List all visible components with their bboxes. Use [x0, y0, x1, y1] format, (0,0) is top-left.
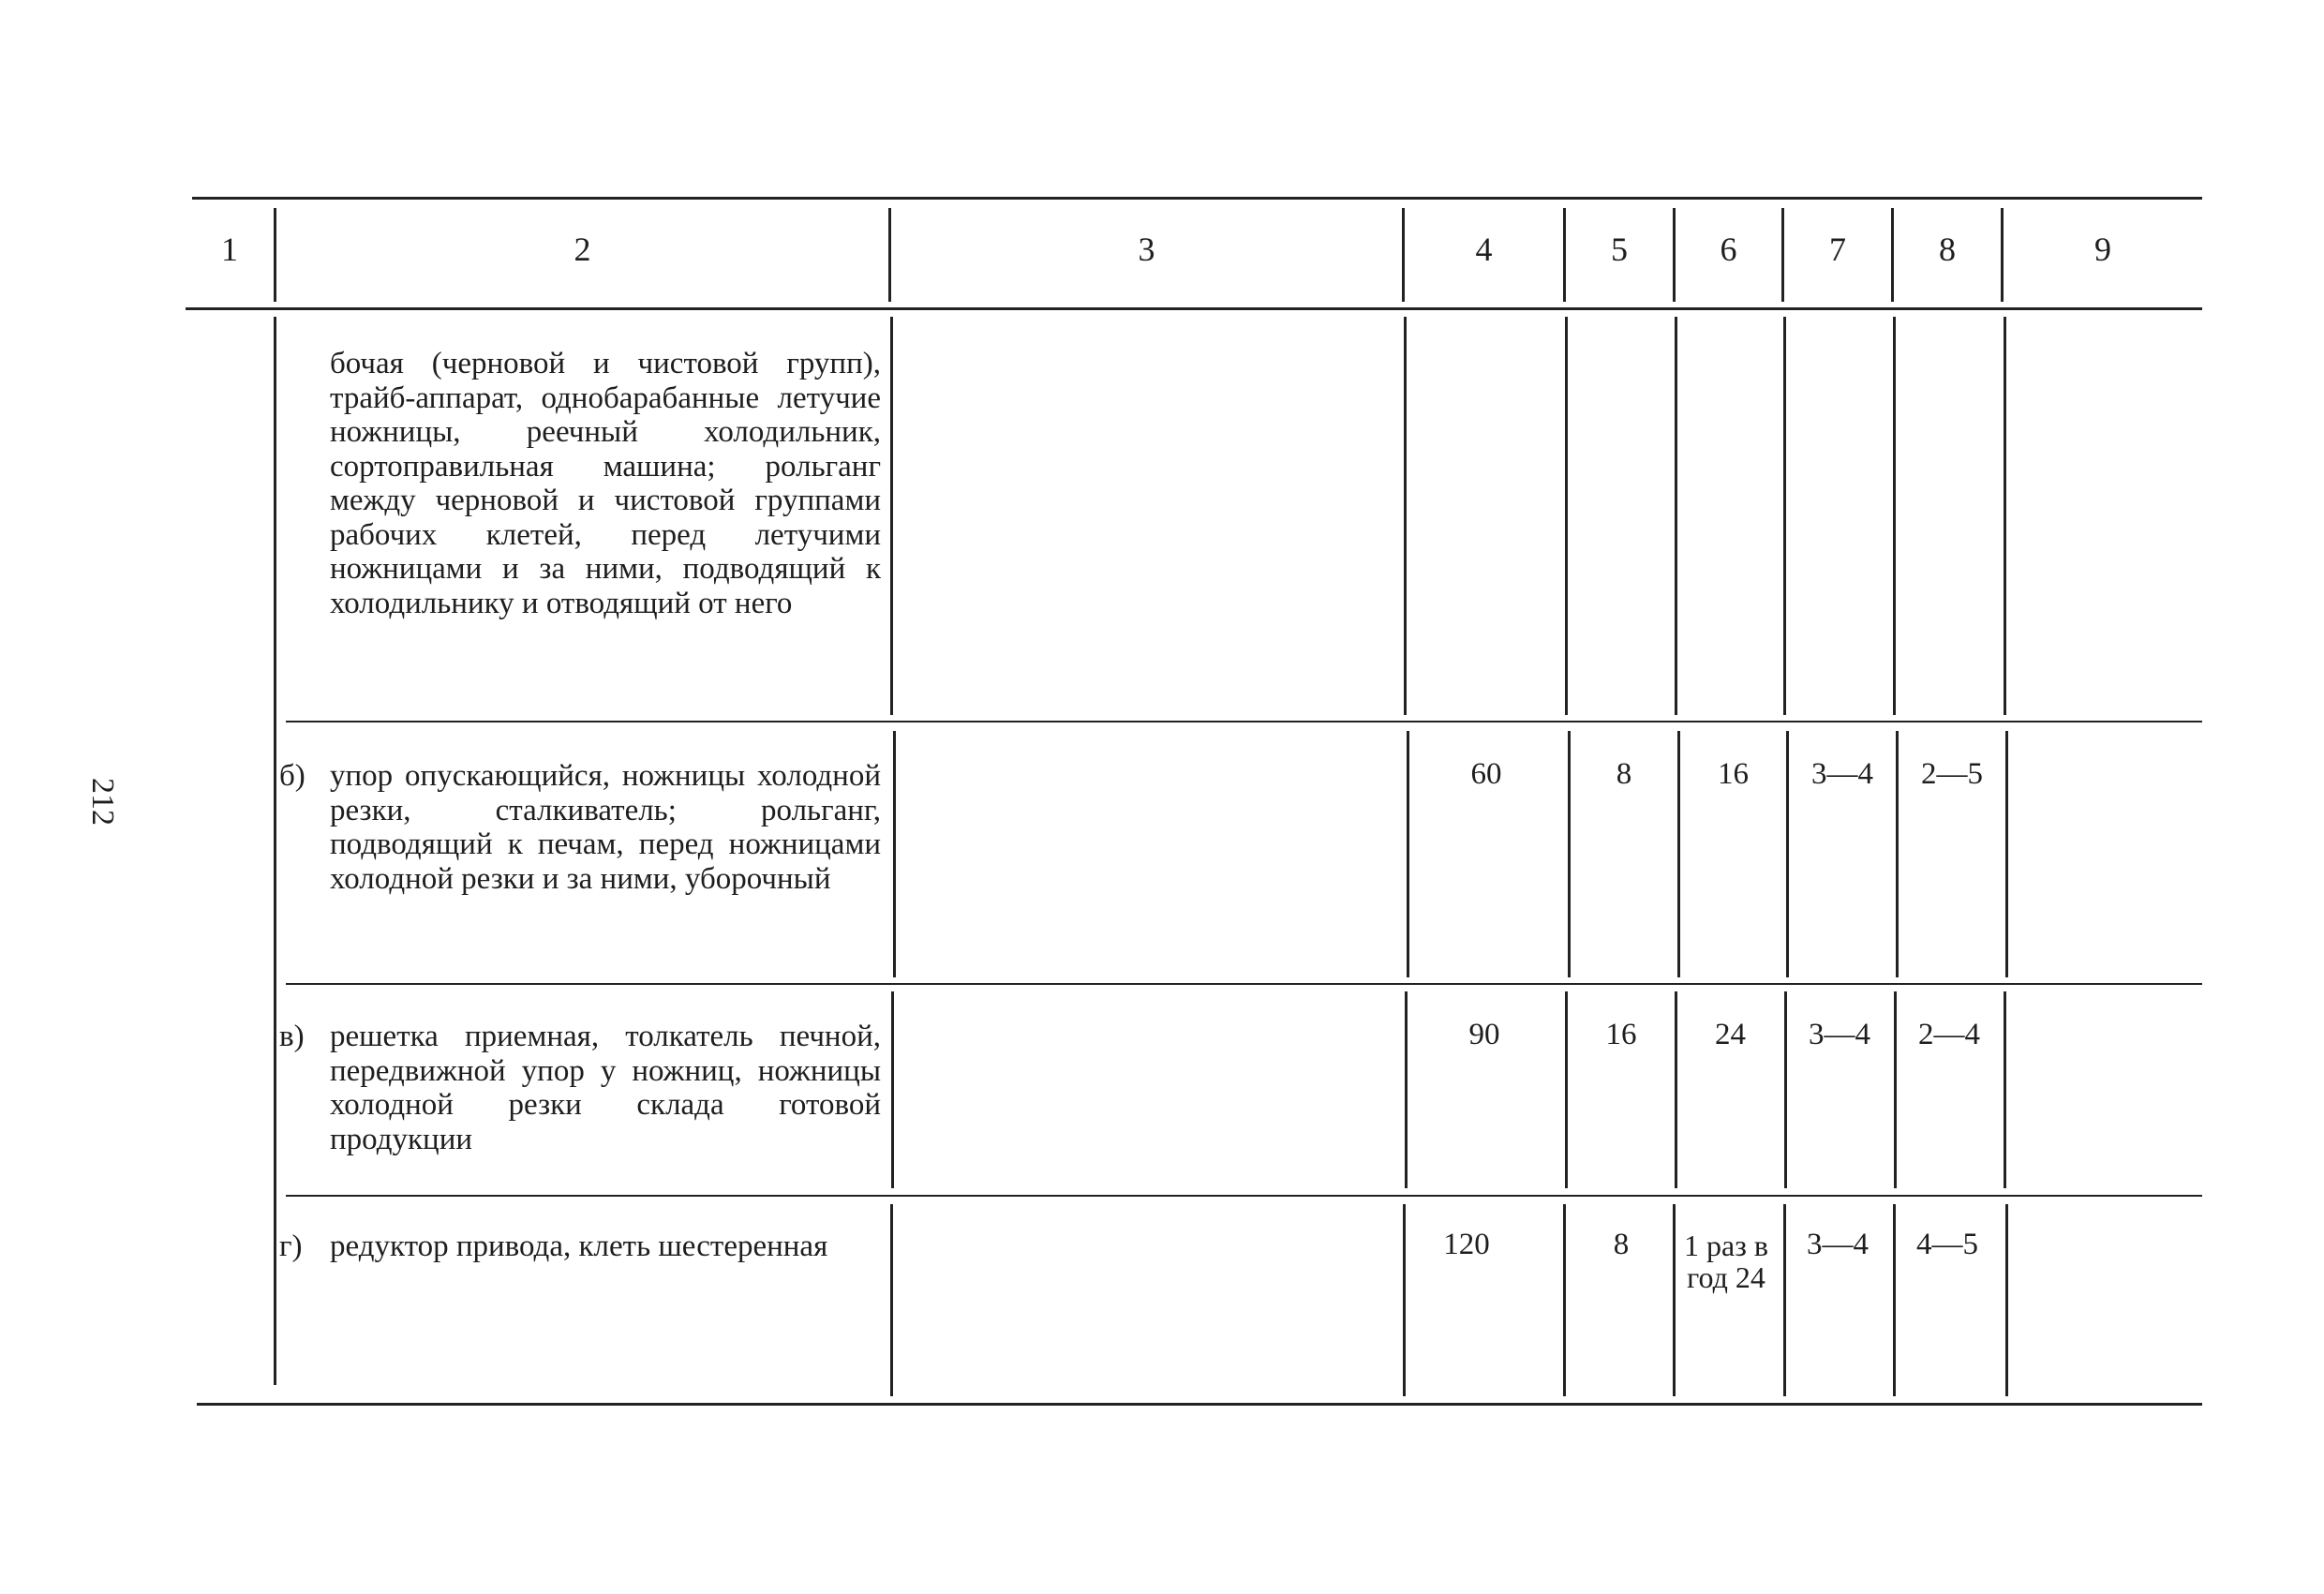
row-4-col-7: 3—4 — [1807, 1228, 1869, 1261]
r3-sep-9 — [2004, 991, 2006, 1188]
r1-sep-9 — [2004, 317, 2006, 715]
header-col-1: 1 — [221, 231, 238, 268]
row-divider-2 — [286, 983, 2202, 985]
r4-sep-9 — [2005, 1204, 2008, 1396]
row-divider-3 — [286, 1195, 2202, 1197]
header-col-8: 8 — [1939, 231, 1956, 268]
row-3-col-7: 3—4 — [1809, 1018, 1870, 1051]
r1-sep-8 — [1893, 317, 1896, 715]
r1-sep-7 — [1783, 317, 1786, 715]
table-top-rule — [192, 197, 2202, 200]
row-4-description: редуктор привода, клеть шестеренная — [330, 1229, 828, 1263]
r3-sep-3 — [891, 991, 894, 1188]
col-1-boundary — [274, 317, 276, 1385]
r1-sep-5 — [1565, 317, 1568, 715]
header-bottom-rule — [186, 307, 2202, 310]
header-col-5: 5 — [1611, 231, 1628, 268]
row-3-col-5: 16 — [1605, 1018, 1637, 1051]
header-col-9: 9 — [2094, 231, 2111, 268]
row-3-description: решетка приемная, толкатель печной, передвижной упор у ножниц, ножницы холодной резки склада готовой продукции — [330, 1020, 881, 1156]
row-2-label: б) — [279, 759, 305, 793]
header-col-3: 3 — [1138, 231, 1155, 268]
row-4-col-4: 120 — [1443, 1228, 1490, 1261]
header-col-4: 4 — [1475, 231, 1493, 268]
row-2-col-6: 16 — [1718, 757, 1749, 791]
row-divider-1 — [286, 721, 2202, 723]
r4-sep-3 — [890, 1204, 893, 1396]
row-4-col-6: 1 раз в год 24 — [1684, 1229, 1768, 1294]
row-2-col-4: 60 — [1470, 757, 1502, 791]
row-4-col-8: 4—5 — [1916, 1228, 1978, 1261]
header-col-6: 6 — [1720, 231, 1737, 268]
row-4-col-5: 8 — [1613, 1228, 1630, 1261]
r4-sep-5 — [1563, 1204, 1566, 1396]
row-3-label: в) — [279, 1020, 305, 1053]
r2-sep-9 — [2005, 731, 2008, 977]
table-bottom-rule — [197, 1403, 2202, 1406]
row-2-col-8: 2—5 — [1921, 757, 1983, 791]
row-1-description: бочая (черновой и чистовой групп), трайб-аппарат, однобарабанные летучие ножницы, реечный холодильник, сортоправильная машина; рольганг между черновой и чистовой группами рабочих клетей, перед летучими ножницами и за ними, подводящий к холодильнику и отводящий от него — [330, 347, 881, 620]
row-3-col-4: 90 — [1468, 1018, 1500, 1051]
r1-sep-6 — [1675, 317, 1677, 715]
page-number: 212 — [85, 778, 120, 826]
row-2-col-7: 3—4 — [1811, 757, 1873, 791]
row-3-col-8: 2—4 — [1918, 1018, 1980, 1051]
row-4-label: г) — [279, 1229, 303, 1263]
r2-sep-3 — [893, 731, 896, 977]
row-2-col-5: 8 — [1616, 757, 1632, 791]
header-col-2: 2 — [574, 231, 591, 268]
row-2-description: упор опускающийся, ножницы холодной резки, сталкиватель; рольганг, подводящий к печам, перед ножницами холодной резки и за ними, уборочный — [330, 759, 881, 896]
r1-sep-3 — [890, 317, 893, 715]
row-3-col-6: 24 — [1715, 1018, 1746, 1051]
r1-sep-4 — [1404, 317, 1407, 715]
header-col-7: 7 — [1829, 231, 1846, 268]
